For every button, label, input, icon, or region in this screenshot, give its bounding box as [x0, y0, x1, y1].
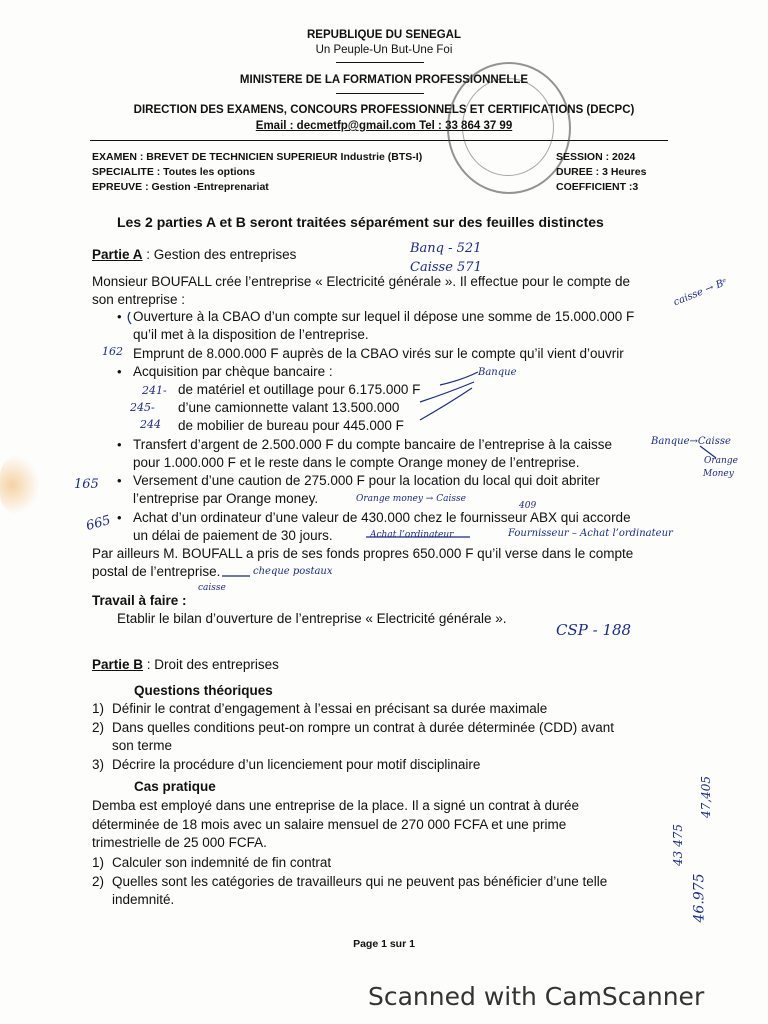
question-2-line-2: son terme — [112, 738, 173, 753]
case-text-2: déterminée de 18 mois avec un salaire mensuel de 270 000 FCFA et une prime — [92, 817, 567, 832]
part-a-outro-1: Par ailleurs M. BOUFALL a pris de ses fonds propres 650.000 F qu’il verse dans le compte — [92, 546, 634, 561]
handnote-665: 665 — [84, 513, 113, 534]
handnote-245: 245- — [130, 401, 155, 414]
item-3-sub-1: de matériel et outillage pour 6.175.000 F — [178, 382, 421, 397]
handnote-orange: Orange — [704, 456, 738, 466]
case-text-1: Demba est employé dans une entreprise de la place. Il a signé un contrat à durée — [92, 798, 580, 813]
part-b-title: Partie B — [92, 657, 144, 672]
item-1-line-2: qu’il met à la disposition de l’entreprise. — [133, 327, 369, 342]
arrow-stroke — [700, 446, 716, 458]
handnote-orange-money: Orange money → Caisse — [356, 494, 466, 504]
handnote-banque: Banque — [478, 367, 517, 378]
bullet-icon: • — [117, 309, 122, 324]
handnote-achat-ordinateur: Achat l’ordinateur — [370, 530, 454, 540]
test-label: EPREUVE : Gestion -Entreprenariat — [92, 181, 269, 193]
motto: Un Peuple-Un But-Une Foi — [315, 44, 453, 56]
bullet-icon: • — [117, 510, 122, 525]
coefficient-label: COEFFICIENT :3 — [556, 181, 639, 193]
page-number: Page 1 sur 1 — [353, 938, 415, 950]
question-1: Définir le contrat d’engagement à l’essai en précisant sa durée maximale — [112, 701, 548, 716]
handnote-value-2: 43 475 — [671, 824, 685, 866]
part-a-intro-2: son entreprise : — [92, 292, 186, 307]
item-3-sub-2: d’une camionnette valant 13.500.000 — [178, 400, 400, 415]
item-3-sub-3: de mobilier de bureau pour 445.000 F — [178, 418, 404, 433]
exam-label: EXAMEN : BREVET DE TECHNICIEN SUPERIEUR Industrie (BTS-I) — [92, 151, 423, 163]
ministry-title: MINISTERE DE LA FORMATION PROFESSIONNELLE — [239, 74, 529, 86]
handnote-banque-caisse: Banque→Caisse — [651, 436, 731, 447]
work-text: Etablir le bilan d’ouverture de l’entreprise « Electricité générale ». — [117, 611, 507, 626]
q3-number: 3) — [92, 757, 105, 772]
case-question-1: Calculer son indemnité de fin contrat — [112, 855, 332, 870]
handnote-165: 165 — [74, 477, 99, 492]
item-2: Emprunt de 8.000.000 F auprès de la CBAO virés sur le compte qu’il vient d’ouvrir — [133, 346, 624, 361]
scanner-watermark: Scanned with CamScanner — [368, 982, 705, 1011]
direction-title: DIRECTION DES EXAMENS, CONCOURS PROFESSIONNELS ET CERTIFICATIONS (DECPC) — [133, 104, 635, 116]
bracket-stroke — [128, 312, 131, 324]
item-5-line-1: Versement d’une caution de 275.000 F pour la location du local qui doit abriter — [133, 473, 600, 488]
item-4-line-1: Transfert d’argent de 2.500.000 F du compte bancaire de l’entreprise à la caisse — [133, 437, 613, 452]
question-2-line-1: Dans quelles conditions peut-on rompre un contrat à durée déterminée (CDD) avant — [112, 720, 615, 735]
handnote-caisse-small: caisse — [198, 583, 226, 593]
part-a-outro-2: postal de l’entreprise. — [92, 564, 221, 579]
item-5-line-2: l’entreprise par Orange money. — [133, 491, 319, 506]
item-1-line-1: Ouverture à la CBAO d’un compte sur lequel il dépose une somme de 15.000.000 F — [133, 309, 635, 324]
bullet-icon: • — [117, 473, 122, 488]
part-a-title: Partie A — [92, 247, 143, 262]
q2-number: 2) — [92, 720, 105, 735]
case-title: Cas pratique — [134, 779, 216, 794]
handnote-162: 162 — [102, 345, 123, 358]
session-label: SESSION : 2024 — [556, 151, 636, 163]
bullet-icon: • — [117, 364, 122, 379]
part-a-subtitle: : Gestion des entreprises — [142, 247, 297, 262]
handnote-241: 241- — [142, 384, 167, 397]
case-question-2-line-2: indemnité. — [112, 892, 175, 907]
part-b-subtitle: : Droit des entreprises — [143, 657, 279, 672]
handnote-caisse-right: caisse → Bᵉ — [672, 276, 729, 309]
bullet-icon: • — [117, 437, 122, 452]
case-question-2-line-1: Quelles sont les catégories de travailleurs qui ne peuvent pas bénéficier d’une telle — [112, 874, 608, 889]
handnote-money: Money — [703, 469, 734, 479]
part-a-intro-1: Monsieur BOUFALL crée l’entreprise « Electricité générale ». Il effectue pour le compte de — [92, 274, 631, 289]
handnote-value-1: 47,405 — [699, 776, 713, 818]
item-4-line-2: pour 1.000.000 F et le reste dans le compte Orange money de l’entreprise. — [133, 455, 580, 470]
duration-label: DUREE : 3 Heures — [556, 166, 647, 178]
case-text-3: trimestrielle de 25 000 FCFA. — [92, 835, 267, 850]
instruction: Les 2 parties A et B seront traitées séparément sur des feuilles distinctes — [117, 214, 604, 230]
speciality-label: SPECIALITE : Toutes les options — [92, 166, 256, 178]
republic-title: REPUBLIQUE DU SENEGAL — [307, 29, 461, 41]
handnote-244: 244 — [140, 418, 161, 431]
item-3: Acquisition par chèque bancaire : — [133, 364, 333, 379]
handnote-caisse: Caisse 571 — [410, 260, 482, 275]
item-6-line-2: un délai de paiement de 30 jours. — [133, 528, 333, 543]
handnote-value-3: 46.975 — [691, 873, 708, 923]
handnote-banq: Banq - 521 — [410, 241, 482, 256]
question-3: Décrire la procédure d’un licenciement pour motif disciplinaire — [112, 757, 481, 772]
handnote-csp: CSP - 188 — [556, 621, 632, 639]
handnote-cheque-postaux: cheque postaux — [253, 566, 333, 577]
handnote-409: 409 — [519, 501, 537, 511]
handnote-fournisseur: Fournisseur – Achat l’ordinateur — [508, 528, 673, 539]
theory-title: Questions théoriques — [134, 683, 273, 698]
contact-line: Email : decmetfp@gmail.com Tel : 33 864 37 99 — [255, 120, 513, 132]
q1-number: 1) — [92, 701, 105, 716]
work-title: Travail à faire : — [92, 593, 187, 608]
item-6-line-1: Achat d’un ordinateur d’une valeur de 430.000 chez le fournisseur ABX qui accorde — [133, 510, 631, 525]
c2-number: 2) — [92, 874, 105, 889]
c1-number: 1) — [92, 855, 105, 870]
